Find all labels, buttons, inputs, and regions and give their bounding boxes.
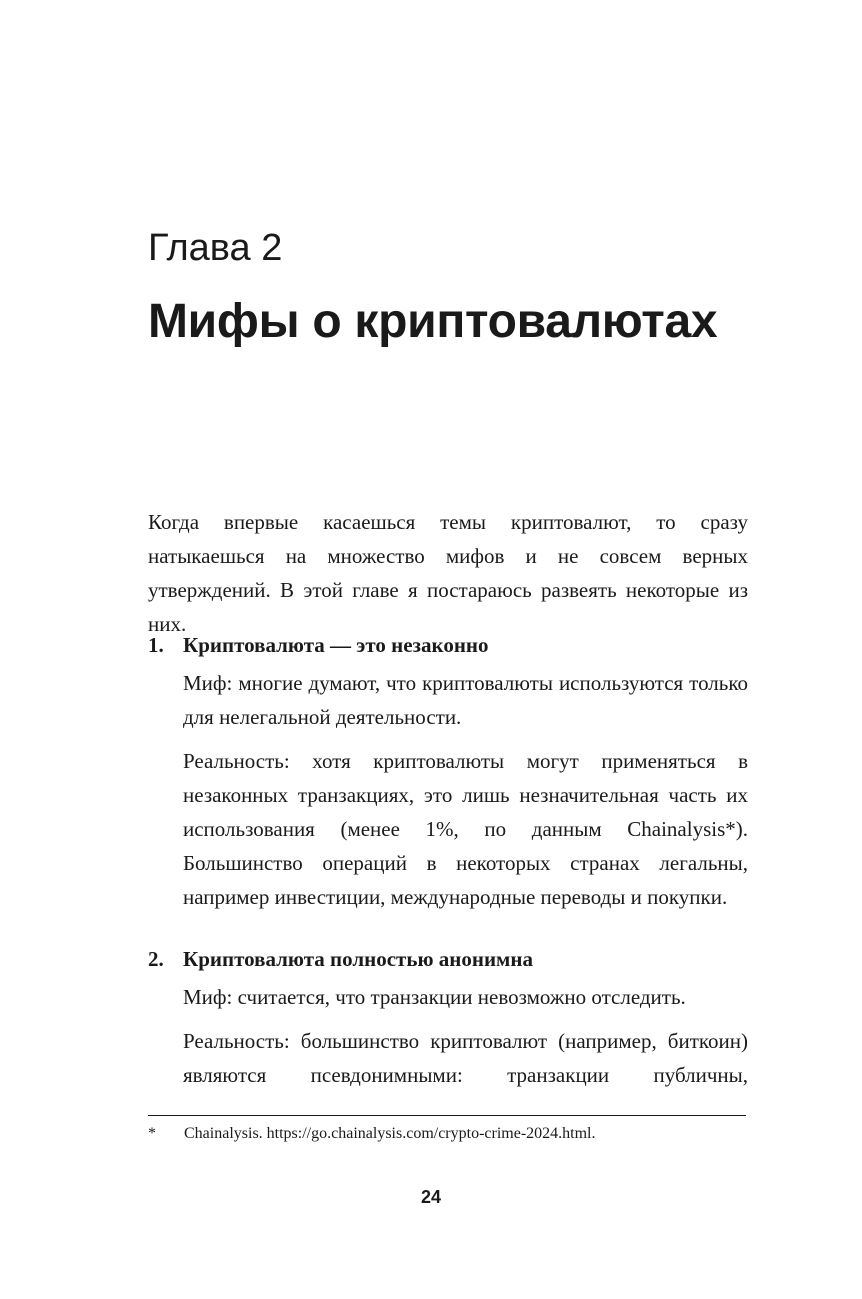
myth-number: 2.	[148, 947, 164, 971]
footnote-mark: *	[148, 1125, 156, 1142]
reality-paragraph: Реальность: большинство криптовалют (например, биткоин) являются псевдонимными: транзакции публичны,	[183, 1029, 748, 1087]
myth-number: 1.	[148, 633, 164, 657]
myth-item	[148, 942, 748, 1092]
myth-item	[148, 628, 748, 914]
myth-paragraph: Миф: считается, что транзакции невозможно отследить.	[183, 985, 686, 1009]
myth-heading: Криптовалюта полностью анонимна	[183, 947, 533, 971]
intro-paragraph: Когда впервые касаешься темы криптовалют, то сразу натыкаешься на множество мифов и не совсем верных утверждений. В этой главе я постараюсь развеять некоторые из них.	[148, 510, 748, 636]
reality-paragraph: Реальность: хотя криптовалюты могут применяться в незаконных транзакциях, это лишь незначительная часть их использования (менее 1%, по данным Chainalysis*). Большинство операций в некоторых странах легальны, например инвестиции, международные переводы и покупки.	[183, 749, 748, 909]
footnote	[148, 1122, 746, 1146]
footnote-text: Chainalysis. https://go.chainalysis.com/crypto-crime-2024.html.	[184, 1125, 596, 1142]
myth-heading: Криптовалюта — это незаконно	[183, 633, 489, 657]
chapter-title: Мифы о криптовалютах	[148, 295, 718, 348]
myth-list	[148, 628, 748, 1120]
footnote-divider	[148, 1115, 746, 1116]
chapter-label: Глава 2	[148, 227, 283, 269]
myth-paragraph: Миф: многие думают, что криптовалюты используются только для нелегальной деятельности.	[183, 671, 748, 729]
page-number: 24	[420, 1187, 442, 1207]
